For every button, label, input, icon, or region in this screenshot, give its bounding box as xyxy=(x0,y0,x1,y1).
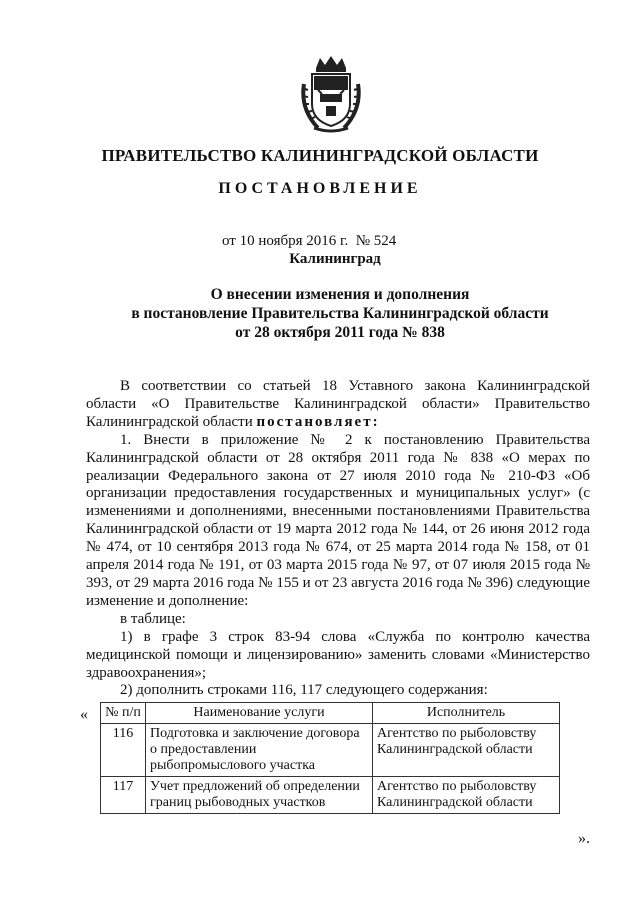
opening-quote: « xyxy=(80,706,88,723)
in-table-label: в таблице: xyxy=(120,610,186,627)
government-title: ПРАВИТЕЛЬСТВО КАЛИНИНГРАДСКОЙ ОБЛАСТИ xyxy=(101,146,539,165)
subitem-2: 2) дополнить строками 116, 117 следующего содержания: xyxy=(120,682,488,699)
date-prefix: от xyxy=(222,233,236,249)
row-num: 116 xyxy=(101,724,146,777)
document-subject xyxy=(0,285,640,342)
subject-line: от 28 октября 2011 года № 838 xyxy=(235,324,445,341)
row-service: Учет предложений об определении границ рыбоводных участков xyxy=(146,777,373,814)
closing-quote: ». xyxy=(578,830,590,847)
document-body xyxy=(86,378,590,700)
decree-word: постановляет: xyxy=(256,413,380,430)
subject-line: в постановление Правительства Калининградской области xyxy=(131,305,549,322)
header-service: Наименование услуги xyxy=(146,703,373,724)
header-executor: Исполнитель xyxy=(373,703,560,724)
coat-of-arms-icon xyxy=(296,54,366,134)
table-row xyxy=(101,777,560,814)
preamble-text: В соответствии со статьей 18 Уставного закона Калининградской области «О Правительстве Калининградской области» Правительство Калининградской области xyxy=(86,378,590,430)
preamble-paragraph xyxy=(86,378,590,432)
row-num: 117 xyxy=(101,777,146,814)
subject-line: О внесении изменения и дополнения xyxy=(210,286,470,303)
subitem-1: 1) в графе 3 строк 83-94 слова «Служба по контролю качества медицинской помощи и лицензированию» заменить словами «Министерство здравоохранения»; xyxy=(86,628,590,681)
document-date: 10 ноября 2016 г. xyxy=(239,233,349,249)
table-row xyxy=(101,724,560,777)
document-city: Калининград xyxy=(289,251,381,267)
header-num: № п/п xyxy=(101,703,146,724)
date-line xyxy=(222,233,396,250)
row-executor: Агентство по рыболовству Калининградской области xyxy=(373,724,560,777)
document-type: ПОСТАНОВЛЕНИЕ xyxy=(218,180,422,197)
row-executor: Агентство по рыболовству Калининградской области xyxy=(373,777,560,814)
services-table xyxy=(100,702,560,814)
row-service: Подготовка и заключение договора о предоставлении рыбопромыслового участка xyxy=(146,724,373,777)
item-1: 1. Внести в приложение № 2 к постановлению Правительства Калининградской области от 28 октября 2011 года № 838 «О мерах по реализации Федерального закона от 27 июля 2010 года № 210-ФЗ «Об организации предоставления государственных и муниципальных услуг» (с изменениями и дополнениями, внесенными постановлениями Правительства Калининградской области от 19 марта 2012 года № 144, от 26 июня 2012 года № 474, от 10 сентября 2013 года № 674, от 25 марта 2014 года № 158, от 01 апреля 2014 года № 191, от 03 марта 2015 года № 97, от 07 июля 2015 года № 393, от 29 марта 2016 года № 155 и от 23 августа 2016 года № 396) следующие изменение и дополнение: xyxy=(86,431,590,609)
table-header-row xyxy=(101,703,560,724)
document-number: № 524 xyxy=(355,233,397,249)
